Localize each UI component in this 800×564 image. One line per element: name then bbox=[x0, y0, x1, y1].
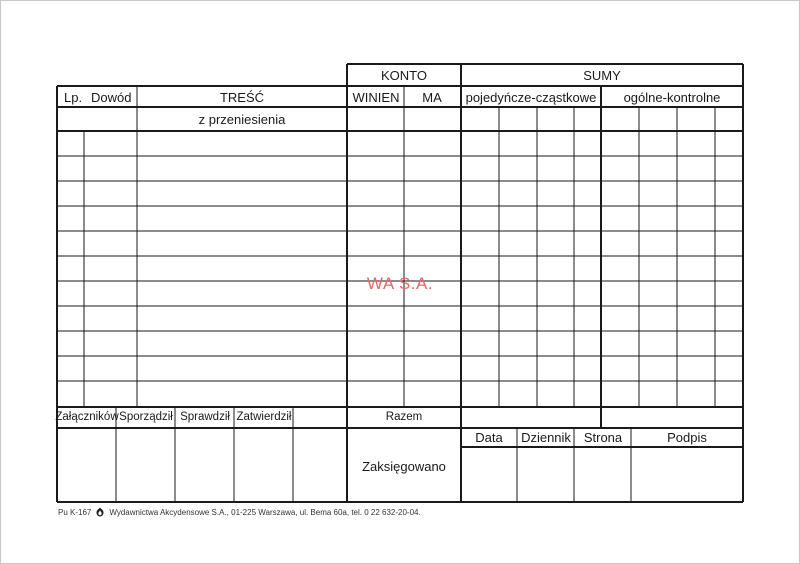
label-zaksiegowano: Zaksięgowano bbox=[362, 459, 446, 474]
header-winien: WINIEN bbox=[352, 90, 400, 105]
watermark: WA S.A. bbox=[366, 274, 434, 293]
header-pojedyncze: pojedyńcze-cząstkowe bbox=[465, 90, 597, 105]
header-ma: MA bbox=[422, 90, 442, 105]
header-tresc: TREŚĆ bbox=[219, 90, 265, 105]
z-przeniesienia-label: z przeniesienia bbox=[198, 112, 286, 127]
publisher-info: Wydawnictwa Akcydensowe S.A., 01-225 Warszawa, ul. Bema 60a, tel. 0 22 632-20-04. bbox=[109, 507, 421, 517]
label-strona: Strona bbox=[583, 430, 623, 445]
header-ogolne: ogólne-kontrolne bbox=[623, 90, 721, 105]
label-zatwierdzil: Zatwierdził bbox=[236, 411, 292, 423]
publisher-logo-icon bbox=[95, 507, 105, 517]
header-konto: KONTO bbox=[381, 68, 427, 83]
footer bbox=[58, 507, 421, 517]
header-sumy: SUMY bbox=[583, 68, 621, 83]
label-data: Data bbox=[475, 430, 503, 445]
header-lp: Lp. bbox=[64, 90, 83, 105]
label-sprawdzil: Sprawdził bbox=[180, 411, 230, 423]
label-dziennik: Dziennik bbox=[521, 430, 571, 445]
label-razem: Razem bbox=[385, 411, 423, 423]
label-podpis: Podpis bbox=[667, 430, 707, 445]
form-code: Pu K-167 bbox=[58, 507, 92, 517]
label-zalacznikow: Załączników bbox=[55, 411, 119, 423]
label-sporzadzil: Sporządził bbox=[119, 411, 173, 423]
header-dowod: Dowód bbox=[91, 90, 132, 105]
